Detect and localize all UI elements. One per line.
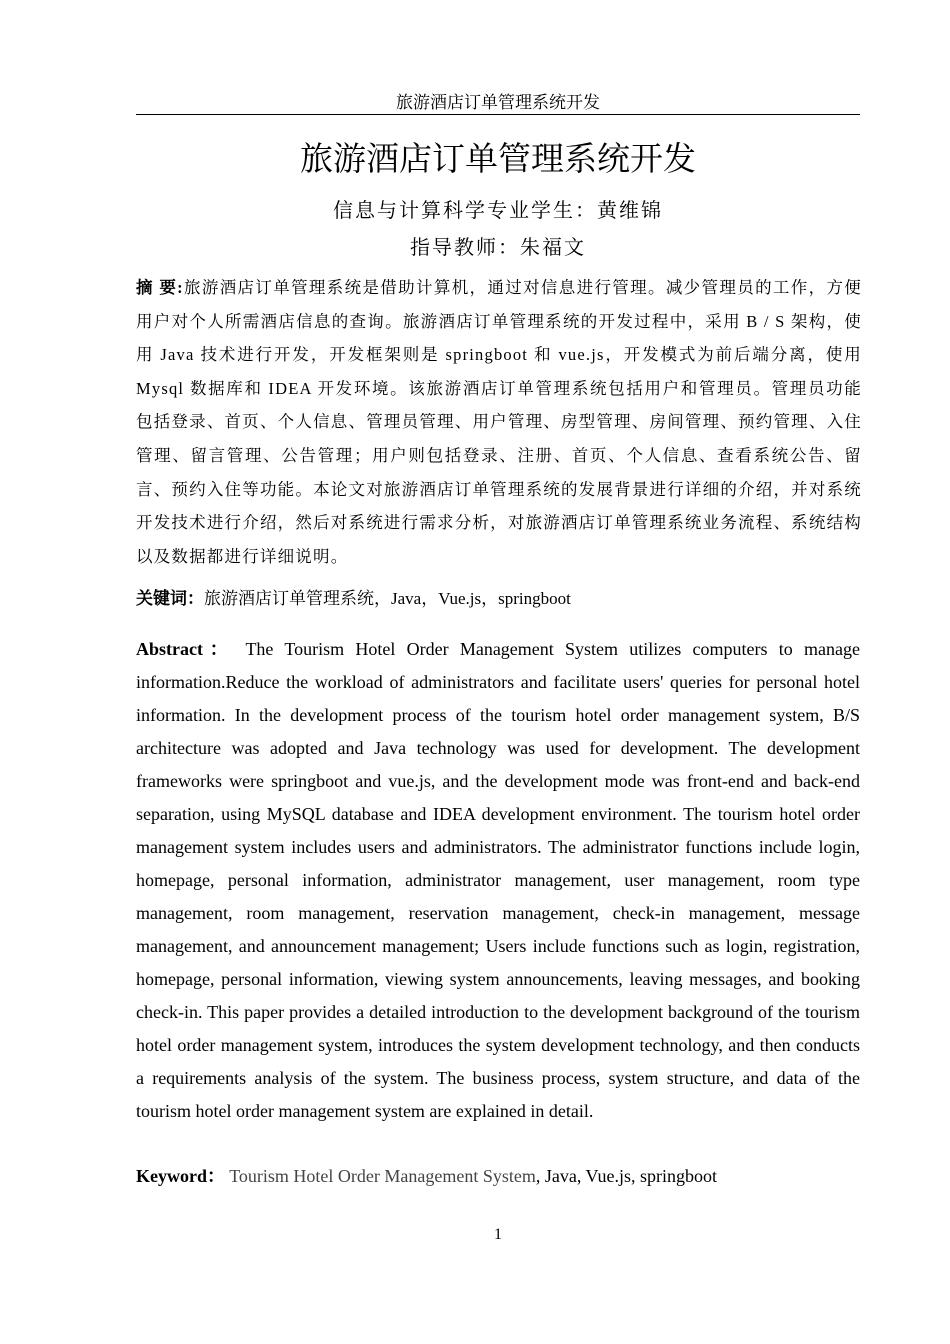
page-number: 1 — [494, 1226, 502, 1243]
abstract-en-text: The Tourism Hotel Order Management System utilizes computers to manage information.Reduce the workload of administrators and facilitate users' queries for personal hotel information. In the development process of the tourism hotel order management system, B/S architecture was adopted and Java technology was used for development. The development frameworks were springboot and vue.js, and the development mode was front-end and back-end separation, using MySQL database and IDEA development environment. The tourism hotel order management system includes users and administrators. The administrator functions include login, homepage, personal information, administrator management, user management, room type management, room management, reservation management, check-in management, message management, and announcement management; Users include functions such as login, registration, homepage, personal information, viewing system announcements, leaving messages, and booking check-in. This paper provides a detailed introduction to the development background of the tourism hotel order management system, introduces the system development technology, and then conducts a requirements analysis of the system. The business process, system structure, and data of the tourism hotel order management system are explained in detail. — [136, 639, 860, 1121]
running-header: 旅游酒店订单管理系统开发 — [396, 93, 600, 112]
abstract-en — [136, 633, 860, 1128]
keywords-en-label: Keyword： — [136, 1166, 225, 1186]
header-rule — [136, 114, 860, 115]
author-line: 信息与计算科学专业学生：黄维锦 — [333, 200, 663, 222]
keywords-en — [136, 1163, 860, 1189]
keywords-cn-text: 旅游酒店订单管理系统，Java，Vue.js，springboot — [204, 589, 571, 608]
keywords-en-rest: , Java, Vue.js, springboot — [535, 1166, 717, 1186]
keywords-cn — [136, 586, 860, 612]
keywords-en-term: Tourism Hotel Order Management System — [229, 1166, 536, 1186]
keywords-cn-label: 关键词： — [136, 589, 204, 608]
page-title: 旅游酒店订单管理系统开发 — [300, 139, 696, 178]
abstract-cn-text: 旅游酒店订单管理系统是借助计算机，通过对信息进行管理。减少管理员的工作，方便用户对个人所需酒店信息的查询。旅游酒店订单管理系统的开发过程中，采用 B / S 架构，使用 Java 技术进行开发，开发框架则是 springboot 和 vue.js，开发模式为前后端分离，使用 Mysql 数据库和 IDEA 开发环境。该旅游酒店订单管理系统包括用户和管理员。管理员功能包括登录、首页、个人信息、管理员管理、用户管理、房型管理、房间管理、预约管理、入住管理、留言管理、公告管理；用户则包括登录、注册、首页、个人信息、查看系统公告、留言、预约入住等功能。本论文对旅游酒店订单管理系统的发展背景进行详细的介绍，并对系统开发技术进行介绍，然后对系统进行需求分析，对旅游酒店订单管理系统业务流程、系统结构以及数据都进行详细说明。 — [136, 278, 862, 566]
abstract-cn — [136, 271, 862, 573]
abstract-en-label: Abstract： — [136, 639, 235, 659]
advisor-line: 指导教师：朱福文 — [410, 237, 586, 259]
abstract-cn-label: 摘 要: — [136, 278, 184, 297]
